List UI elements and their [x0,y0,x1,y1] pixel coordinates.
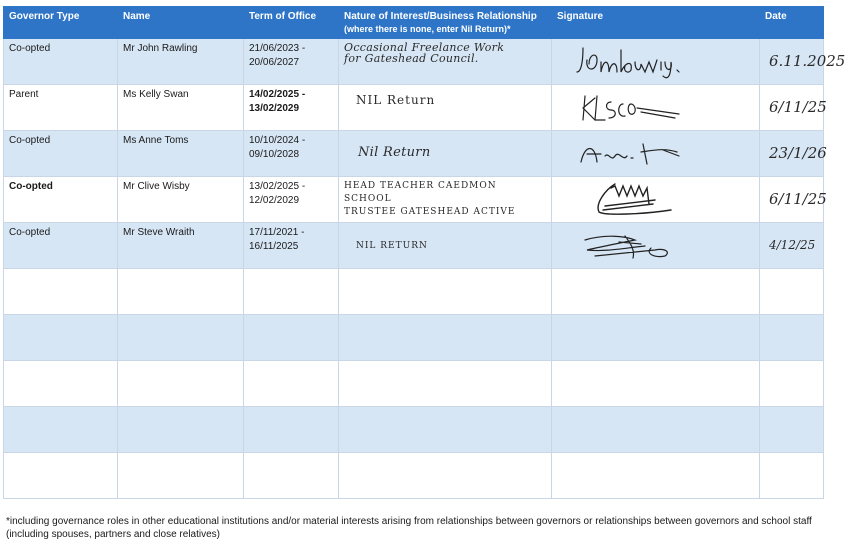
table-row [4,85,824,131]
empty-cell [244,453,339,499]
empty-cell [4,453,118,499]
empty-cell [244,407,339,453]
term-end: 16/11/2025 [249,241,299,252]
term-end: 20/06/2027 [249,57,300,68]
date-cell [760,85,827,131]
term-start: 14/02/2025 - [249,89,306,100]
term-start: 21/06/2023 - [249,43,306,54]
date-value: 4/12/25 [769,238,816,252]
empty-cell [339,269,552,315]
table-row [4,39,824,85]
interest-line-1: HEAD TEACHER CAEDMON SCHOOL [344,181,497,204]
governor-type-cell: Co-opted [4,177,118,223]
empty-cell [552,453,760,499]
term-cell [244,85,339,131]
empty-cell [552,407,760,453]
header-term: Term of Office [244,7,339,39]
empty-cell [760,407,824,453]
signature-cell [552,85,760,131]
empty-cell [244,269,339,315]
header-row [4,7,824,39]
date-cell [760,131,827,177]
name-cell: Mr John Rawling [118,39,244,85]
interest-cell [339,177,552,223]
date-value: 6.11.2025 [769,52,846,70]
interest-line-2: TRUSTEE GATESHEAD ACTIVE [344,207,516,217]
empty-cell [4,361,118,407]
interest-line-2: for Gateshead Council. [344,52,479,65]
header-interest [339,7,552,39]
signature-icon [575,42,685,80]
signature-icon [575,180,685,218]
header-date: Date [760,7,824,39]
table-row [4,177,824,223]
empty-cell [4,269,118,315]
interest-cell [339,85,552,131]
date-cell [760,177,827,223]
interest-line-1: NIL Return [356,93,436,107]
term-cell [244,131,339,177]
empty-cell [244,315,339,361]
term-end: 13/02/2029 [249,103,300,114]
interest-line-1: Occasional Freelance Work [344,41,505,54]
empty-cell [118,453,244,499]
interest-line-1: Nil Return [358,145,431,160]
signature-cell [552,131,760,177]
table-row [4,453,824,499]
table-row [4,269,824,315]
empty-cell [118,315,244,361]
header-name: Name [118,7,244,39]
empty-cell [244,361,339,407]
signature-icon [575,134,685,172]
empty-cell [339,407,552,453]
empty-cell [760,453,824,499]
term-start: 10/10/2024 - [249,135,306,146]
empty-cell [4,407,118,453]
register-table [3,6,846,499]
empty-cell [760,315,824,361]
empty-cell [4,315,118,361]
governor-type-cell: Co-opted [4,223,118,269]
interest-cell [339,39,552,85]
empty-cell [118,407,244,453]
empty-cell [760,269,824,315]
header-signature: Signature [552,7,760,39]
date-cell [760,223,824,269]
table-row [4,315,824,361]
date-cell [760,39,846,85]
term-end: 09/10/2028 [249,149,300,160]
interest-cell [339,223,552,269]
footnote: *including governance roles in other educational institutions and/or material interests arising from relationships between governors or relationships between governors and school staff (including spouses, partners and close relatives) [6,516,812,540]
table-row [4,407,824,453]
name-cell: Ms Kelly Swan [118,85,244,131]
date-value: 6/11/25 [769,190,827,208]
empty-cell [552,269,760,315]
term-cell [244,177,339,223]
date-value: 6/11/25 [769,98,827,116]
empty-cell [760,361,824,407]
empty-cell [339,361,552,407]
interest-line-1: NIL RETURN [356,241,428,251]
term-cell [244,223,339,269]
signature-cell [552,39,760,85]
governor-type-cell: Parent [4,85,118,131]
empty-cell [552,361,760,407]
signature-icon [575,88,685,126]
table-row [4,131,824,177]
interest-cell [339,131,552,177]
signature-icon [575,226,685,264]
name-cell: Mr Clive Wisby [118,177,244,223]
empty-cell [552,315,760,361]
term-start: 17/11/2021 - [249,227,305,238]
signature-cell [552,177,760,223]
table-row [4,361,824,407]
governor-type-cell: Co-opted [4,131,118,177]
empty-cell [118,361,244,407]
term-cell [244,39,339,85]
table-row [4,223,824,269]
term-start: 13/02/2025 - [249,181,306,192]
empty-cell [118,269,244,315]
empty-cell [339,315,552,361]
header-interest-subtitle: (where there is none, enter Nil Return)* [344,24,511,34]
header-governor-type: Governor Type [4,7,118,39]
name-cell: Ms Anne Toms [118,131,244,177]
signature-cell [552,223,760,269]
date-value: 23/1/26 [769,144,827,162]
name-cell: Mr Steve Wraith [118,223,244,269]
empty-cell [339,453,552,499]
header-interest-title: Nature of Interest/Business Relationship [344,11,537,22]
governor-type-cell: Co-opted [4,39,118,85]
term-end: 12/02/2029 [249,195,300,206]
